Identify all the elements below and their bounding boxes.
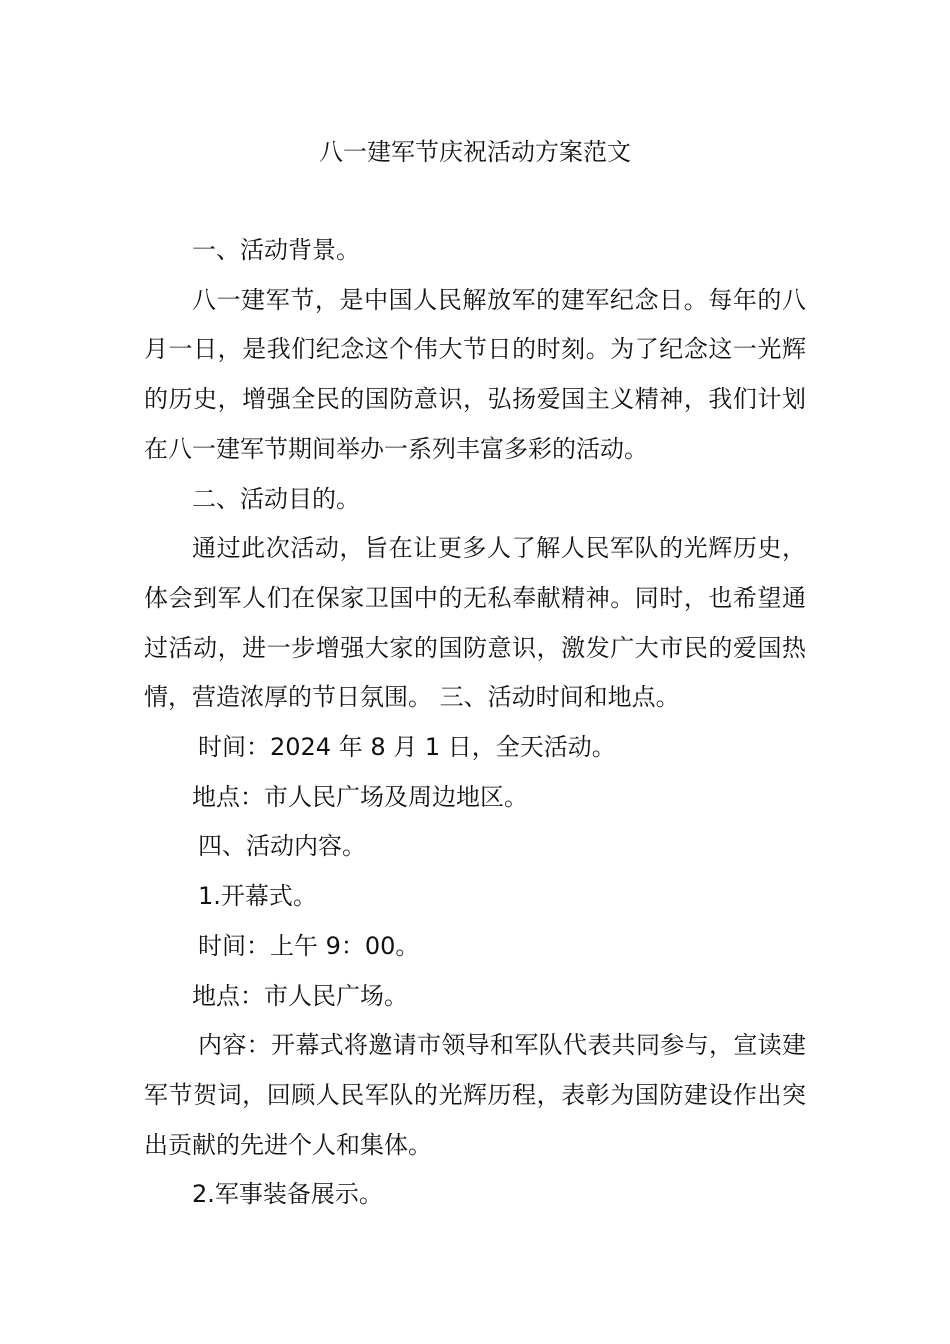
document-title: 八一建军节庆祝活动方案范文 bbox=[319, 138, 631, 166]
opening-content: 内容：开幕式将邀请市领导和军队代表共同参与，宣读建军节贺词，回顾人民军队的光辉历程，表彰为国防建设作出突出贡献的先进个人和集体。 bbox=[144, 1031, 806, 1159]
document-body bbox=[144, 226, 806, 1220]
paragraph-time: 时间：2024 年 8 月 1 日，全天活动。 bbox=[198, 733, 616, 762]
paragraph-background: 八一建军节，是中国人民解放军的建军纪念日。每年的八月一日，是我们纪念这个伟大节日的时刻。为了纪念这一光辉的历史，增强全民的国防意识，弘扬爱国主义精神，我们计划在八一建军节期间举办一系列丰富多彩的活动。 bbox=[144, 285, 806, 463]
subsection-equipment-display: 2.军事装备展示。 bbox=[192, 1180, 383, 1209]
section-heading-purpose: 二、活动目的。 bbox=[192, 484, 360, 513]
paragraph-purpose: 通过此次活动，旨在让更多人了解人民军队的光辉历史，体会到军人们在保家卫国中的无私奉献精神。同时，也希望通过活动，进一步增强大家的国防意识，激发广大市民的爱国热情，营造浓厚的节日氛围。 三、活动时间和地点。 bbox=[144, 534, 806, 712]
subsection-opening: 1.开幕式。 bbox=[198, 882, 317, 911]
opening-place: 地点：市人民广场。 bbox=[192, 981, 408, 1010]
section-heading-background: 一、活动背景。 bbox=[192, 236, 360, 264]
opening-time: 时间：上午 9：00。 bbox=[198, 931, 420, 960]
paragraph-place: 地点：市人民广场及周边地区。 bbox=[192, 782, 528, 811]
section-heading-content: 四、活动内容。 bbox=[198, 832, 366, 861]
